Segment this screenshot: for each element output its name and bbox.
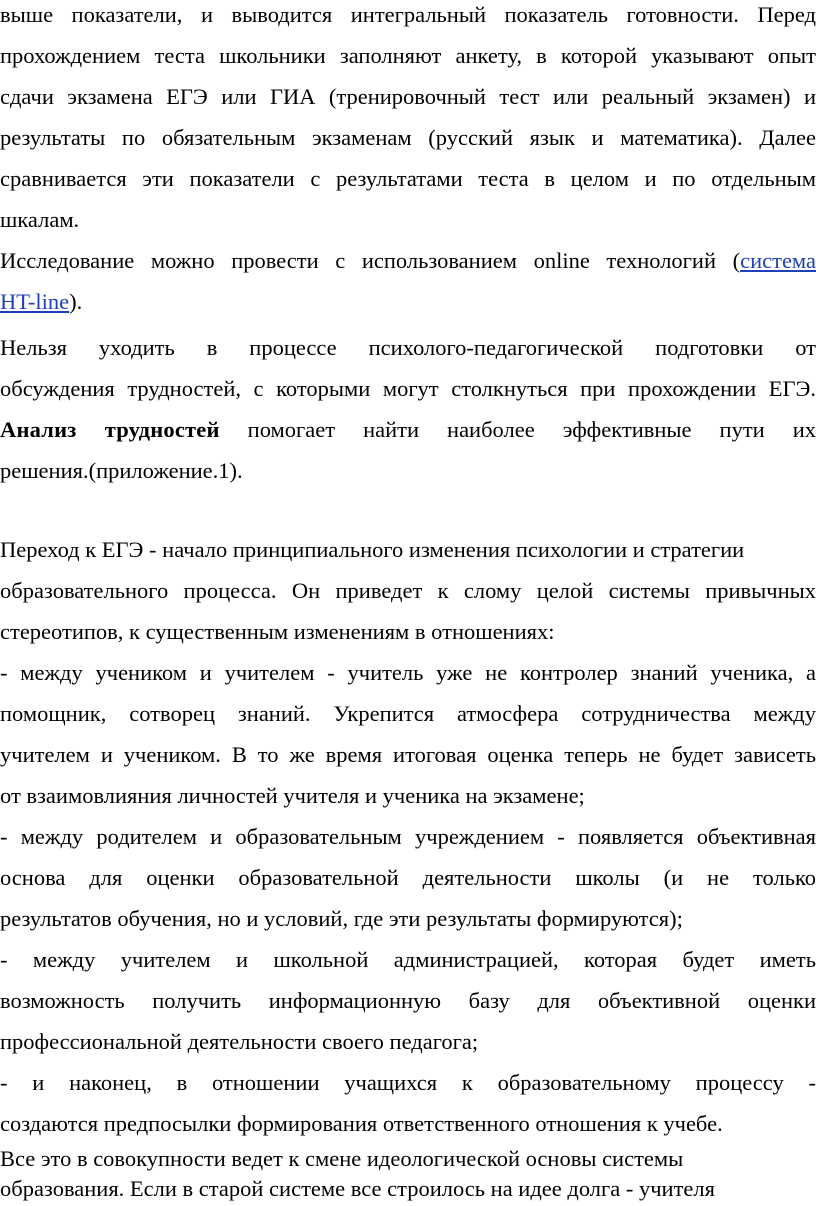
text-run: помогает найти наиболее эффективные пути их [219, 417, 816, 442]
text-line: образования. Если в старой системе все строилось на идее долга - учителя [0, 1176, 715, 1201]
text-line: профессиональной деятельности своего педагога; [0, 1029, 479, 1054]
text-line: обсуждения трудностей, с которыми могут столкнуться при прохождении ЕГЭ. [0, 376, 816, 401]
text-line: сдачи экзамена ЕГЭ или ГИА (тренировочный тест или реальный экзамен) и [0, 84, 816, 109]
text-line: возможность получить информационную базу для объективной оценки [0, 988, 816, 1013]
text-run: ). [69, 289, 83, 314]
text-line: результаты по обязательным экзаменам (русский язык и математика). Далее [0, 125, 816, 150]
text-line: решения.(приложение.1). [0, 458, 243, 483]
text-line: - между учителем и школьной администрацией, которая будет иметь [0, 947, 816, 972]
text-line: образовательного процесса. Он приведет к слому целой системы привычных [0, 578, 816, 603]
text-line: - между родителем и образовательным учреждением - появляется объективная [0, 824, 816, 849]
text-line: помощник, сотворец знаний. Укрепится атмосфера сотрудничества между [0, 701, 816, 726]
ht-line-link-cont[interactable]: HT-line [0, 289, 70, 314]
bold-term: Анализ трудностей [0, 417, 220, 442]
text-line: - и наконец, в отношении учащихся к образовательному процессу - [0, 1070, 816, 1095]
text-line: Нельзя уходить в процессе психолого-педагогической подготовки от [0, 335, 816, 360]
text-line: - между учеником и учителем - учитель уже не контролер знаний ученика, а [0, 660, 816, 685]
text-line: сравнивается эти показатели с результатами теста в целом и по отдельным [0, 166, 816, 191]
text-line: от взаимовлияния личностей учителя и ученика на экзамене; [0, 783, 585, 808]
text-line [0, 281, 816, 322]
text-line: стереотипов, к существенным изменениям в отношениях: [0, 619, 555, 644]
text-line [0, 409, 816, 450]
text-line: выше показатели, и выводится интегральный показатель готовности. Перед [0, 2, 816, 27]
text-line [0, 240, 816, 281]
text-line: основа для оценки образовательной деятельности школы (и не только [0, 865, 816, 890]
text-line: Переход к ЕГЭ - начало принципиального изменения психологии и стратегии [0, 537, 745, 562]
text-line: результатов обучения, но и условий, где эти результаты формируются); [0, 906, 683, 931]
text-line: Все это в совокупности ведет к смене идеологической основы системы [0, 1146, 684, 1171]
text-line: прохождением теста школьники заполняют анкету, в которой указывают опыт [0, 43, 816, 68]
text-line: учителем и учеником. В то же время итоговая оценка теперь не будет зависеть [0, 742, 816, 767]
text-line: шкалам. [0, 207, 80, 232]
text-line: создаются предпосылки формирования ответственного отношения к учебе. [0, 1111, 723, 1136]
ht-line-link[interactable]: система [740, 248, 816, 273]
text-run: Исследование можно провести с использованием online технологий ( [0, 248, 741, 273]
